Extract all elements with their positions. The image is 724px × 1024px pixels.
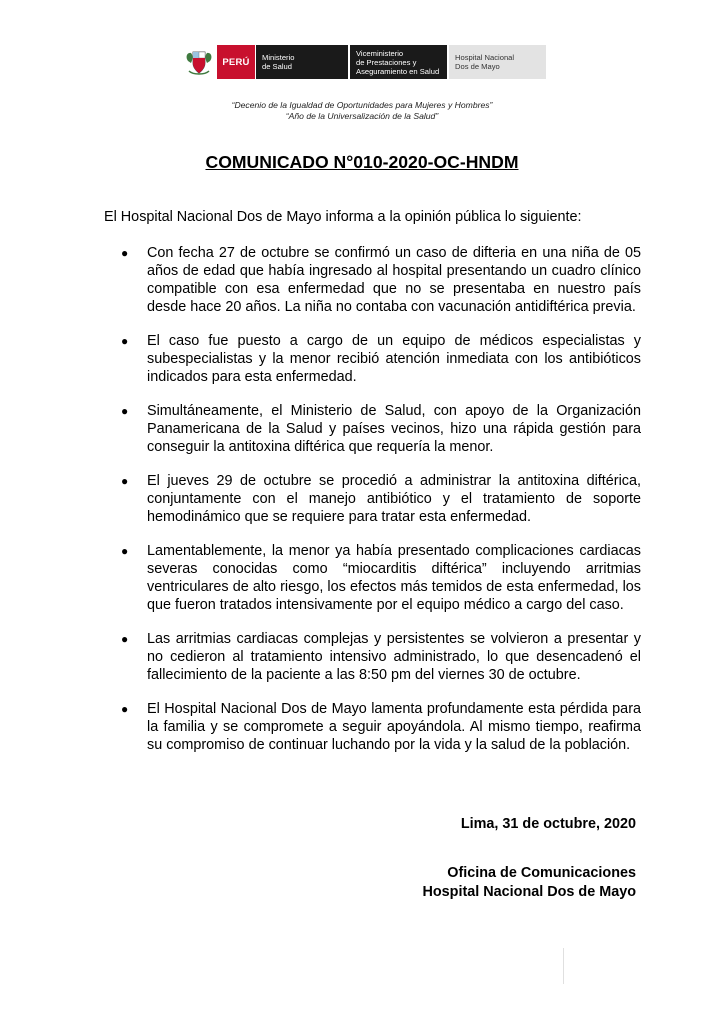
bullet-item [121,700,641,754]
bullet-dot-icon: ● [121,632,129,646]
bullet-text: Lamentablemente, la menor ya había presentado complicaciones cardiacas severas conocidas como “miocarditis diftérica” incluyendo arritmias ventriculares de alto riesgo, los efectos más temidos de esta enfermedad, los que fueron tratados intensivamente por el equipo médico a cargo del caso. [147,543,641,613]
ministry-line-1: Ministerio [262,53,295,62]
bullet-dot-icon: ● [121,474,129,488]
page-edge-divider [563,948,564,984]
ministry-line-2: de Salud [262,62,292,71]
peru-coat-of-arms-icon [181,45,217,79]
bullet-text: El Hospital Nacional Dos de Mayo lamenta profundamente esta pérdida para la familia y se compromete a seguir apoyándola. Al mismo tiempo, reafirma su compromiso de continuar luchando por la vida y la salud de la población. [147,701,641,753]
hospital-line-2: Dos de Mayo [455,62,500,71]
bullet-text: Las arritmias cardiacas complejas y persistentes se volvieron a presentar y no cedieron al tratamiento intensivo administrado, lo que desencadenó el fallecimiento de la paciente a las 8:50 pm del viernes 30 de octubre. [147,631,641,683]
decenio-header [0,100,724,122]
hospital-label [447,45,546,79]
bullet-dot-icon: ● [121,404,129,418]
bullet-text: Con fecha 27 de octubre se confirmó un caso de difteria en una niña de 05 años de edad que había ingresado al hospital presentando un cuadro clínico compatible con esa enfermedad que no se presentaba en nuestro país desde hace 20 años. La niña no contaba con vacunación antidiftérica previa. [147,245,641,315]
bullet-text: El jueves 29 de octubre se procedió a administrar la antitoxina diftérica, conjuntamente con el manejo antibiótico y el tratamiento de soporte hemodinámico que se requiere para tratar esta enfermedad. [147,473,641,525]
vice-line-3: Aseguramiento en Salud [356,66,440,76]
signature-hospital: Hospital Nacional Dos de Mayo [422,884,636,900]
bullet-item [121,630,641,684]
bullet-dot-icon: ● [121,702,129,716]
vice-line-1: Viceministerio [356,48,404,58]
bullet-dot-icon: ● [121,334,129,348]
vice-line-2: de Prestaciones y [356,57,417,67]
bullet-list [121,244,641,770]
ministry-label [255,45,348,79]
bullet-dot-icon: ● [121,544,129,558]
letterhead [181,45,550,79]
signature-office: Oficina de Comunicaciones [447,865,636,881]
bullet-dot-icon: ● [121,246,129,260]
decenio-line-2: “Año de la Universalización de la Salud” [285,111,439,121]
bullet-item [121,402,641,456]
bullet-item [121,472,641,526]
vice-ministry-label [348,45,447,79]
bullet-item [121,542,641,614]
hospital-line-1: Hospital Nacional [455,53,515,62]
bullet-text: El caso fue puesto a cargo de un equipo de médicos especialistas y subespecialistas y la menor recibió atención inmediata con los antibióticos indicados para esta enfermedad. [147,333,641,385]
decenio-line-1: “Decenio de la Igualdad de Oportunidades para Mujeres y Hombres” [231,100,493,110]
date-line: Lima, 31 de octubre, 2020 [460,816,636,832]
document-title: COMUNICADO N°010-2020-OC-HNDM [205,152,519,172]
signature-block [422,864,636,902]
bullet-text: Simultáneamente, el Ministerio de Salud, con apoyo de la Organización Panamericana de la Salud y países vecinos, hizo una rápida gestión para conseguir la antitoxina diftérica que requería la menor. [147,403,641,455]
bullet-item [121,332,641,386]
intro-paragraph: El Hospital Nacional Dos de Mayo informa a la opinión pública lo siguiente: [104,209,582,225]
bullet-item [121,244,641,316]
peru-label: PERÚ [217,45,255,79]
